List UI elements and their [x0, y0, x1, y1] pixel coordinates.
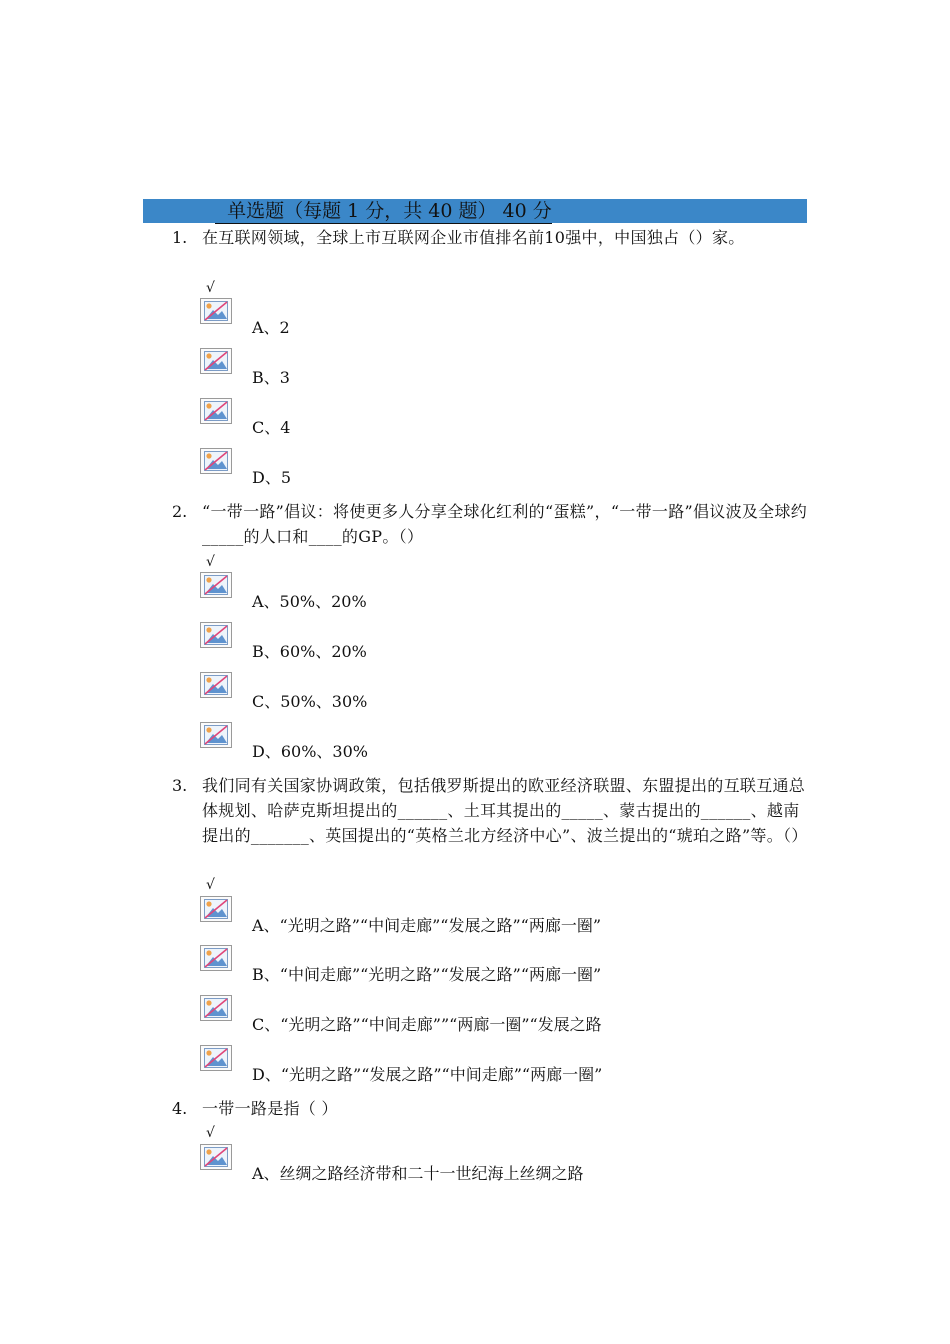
broken-image-icon[interactable]: [200, 1045, 232, 1071]
option-1d[interactable]: [0, 448, 950, 498]
option-3a[interactable]: [0, 896, 950, 946]
option-2d[interactable]: [0, 722, 950, 772]
broken-image-icon[interactable]: [200, 995, 232, 1021]
option-label: A、50%、20%: [252, 592, 367, 611]
option-3c[interactable]: [0, 995, 950, 1045]
option-label: B、“中间走廊”“光明之路”“发展之路”“两廊一圈”: [252, 965, 602, 984]
broken-image-icon[interactable]: [200, 1144, 232, 1170]
broken-image-icon[interactable]: [200, 722, 232, 748]
option-1c[interactable]: [0, 398, 950, 448]
question-text: 在互联网领域，全球上市互联网企业市值排名前10强中，中国独占（）家。: [202, 228, 745, 247]
option-label: D、“光明之路”“发展之路”“中间走廊”“两廊一圈”: [252, 1065, 603, 1084]
option-3d[interactable]: [0, 1045, 950, 1095]
question-number: 4.: [172, 1099, 188, 1118]
question-text: 我们同有关国家协调政策，包括俄罗斯提出的欧亚经济联盟、东盟提出的互联互通总体规划、哈萨克斯坦提出的______、土耳其提出的_____、蒙古提出的______、越南提出的_______、英国提出的“英格兰北方经济中心”、波兰提出的“琥珀之路”等。（）: [202, 776, 808, 845]
broken-image-icon[interactable]: [200, 622, 232, 648]
option-label: B、60%、20%: [252, 642, 367, 661]
broken-image-icon[interactable]: [200, 896, 232, 922]
question-text: 一带一路是指（ ）: [202, 1099, 338, 1118]
option-2b[interactable]: [0, 622, 950, 672]
broken-image-icon[interactable]: [200, 572, 232, 598]
option-4a[interactable]: [0, 1144, 950, 1194]
broken-image-icon[interactable]: [200, 298, 232, 324]
option-2a[interactable]: [0, 572, 950, 622]
option-1b[interactable]: [0, 348, 950, 398]
option-label: D、60%、30%: [252, 742, 368, 761]
option-label: A、“光明之路”“中间走廊”“发展之路”“两廊一圈”: [252, 916, 601, 935]
question-number: 2.: [172, 502, 188, 521]
broken-image-icon[interactable]: [200, 348, 232, 374]
option-1a[interactable]: [0, 298, 950, 348]
option-label: C、50%、30%: [252, 692, 368, 711]
broken-image-icon[interactable]: [200, 398, 232, 424]
option-label: A、2: [252, 318, 290, 337]
broken-image-icon[interactable]: [200, 945, 232, 971]
check-mark: √: [206, 280, 215, 296]
option-2c[interactable]: [0, 672, 950, 722]
question-number: 3.: [172, 776, 188, 795]
check-mark: √: [206, 554, 215, 570]
broken-image-icon[interactable]: [200, 672, 232, 698]
option-label: D、5: [252, 468, 292, 487]
question-number: 1.: [172, 228, 188, 247]
check-mark: √: [206, 1125, 215, 1141]
option-3b[interactable]: [0, 945, 950, 995]
option-label: C、“光明之路”“中间走廊””“两廊一圈”“发展之路: [252, 1015, 602, 1034]
section-title: 单选题（每题 1 分，共 40 题） 40 分: [215, 200, 552, 222]
option-label: A、丝绸之路经济带和二十一世纪海上丝绸之路: [252, 1164, 584, 1183]
question-text: “一带一路”倡议：将使更多人分享全球化红利的“蛋糕”，“一带一路”倡议波及全球约_____的人口和____的GP。（）: [202, 502, 808, 546]
check-mark: √: [206, 877, 215, 893]
option-label: C、4: [252, 418, 291, 437]
broken-image-icon[interactable]: [200, 448, 232, 474]
option-label: B、3: [252, 368, 290, 387]
